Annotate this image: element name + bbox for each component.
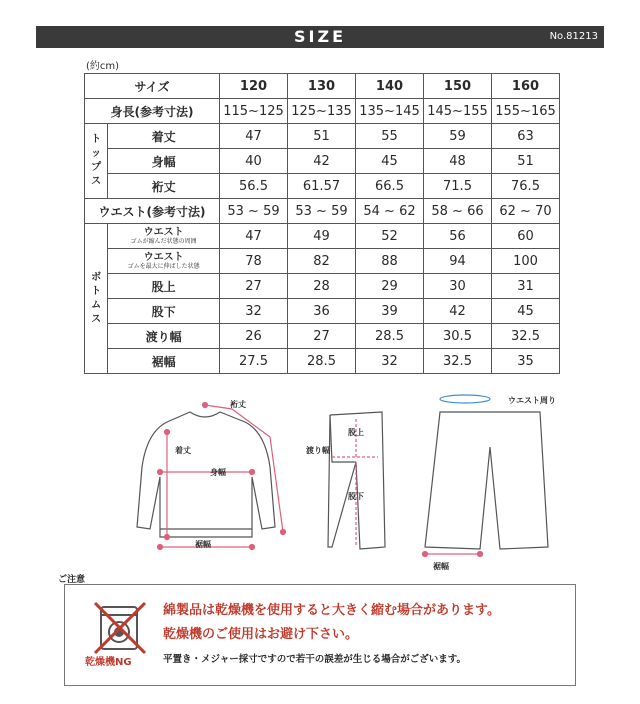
waist-row xyxy=(85,199,560,224)
size-table xyxy=(84,73,560,374)
category-char: ス xyxy=(91,176,102,187)
value-cell: 32 xyxy=(220,299,288,324)
value-cell: 58 ~ 66 xyxy=(424,199,492,224)
category-char: ス xyxy=(91,313,102,325)
category-char: ト xyxy=(91,285,102,297)
value-cell: 28.5 xyxy=(288,349,356,374)
category-char: ッ xyxy=(91,148,102,159)
value-cell: 53 ~ 59 xyxy=(288,199,356,224)
page-title: SIZE xyxy=(293,27,346,46)
size-cell: 150 xyxy=(424,74,492,99)
row-label-sub: ゴムを最大に伸ばした状態 xyxy=(127,262,200,270)
row-label-main: ウエスト xyxy=(143,226,184,238)
value-cell: 56 xyxy=(424,224,492,249)
label-rise: 股上 xyxy=(348,428,364,437)
caution-box xyxy=(64,584,576,686)
dryer-prohibited-icon xyxy=(93,601,147,655)
category-char: ム xyxy=(91,299,102,311)
value-cell: 27.5 xyxy=(220,349,288,374)
value-cell: 155~165 xyxy=(492,99,560,124)
label-thigh: 渡り幅 xyxy=(306,446,330,455)
value-cell: 63 xyxy=(492,124,560,149)
label-sleeve: 裄丈 xyxy=(230,400,246,409)
value-cell: 51 xyxy=(492,149,560,174)
value-cell: 71.5 xyxy=(424,174,492,199)
table-row xyxy=(85,349,560,374)
value-cell: 135~145 xyxy=(356,99,424,124)
label-hem: 裾幅 xyxy=(195,540,211,549)
row-label: 股上 xyxy=(108,274,220,299)
value-cell: 59 xyxy=(424,124,492,149)
value-cell: 55 xyxy=(356,124,424,149)
label-width: 身幅 xyxy=(210,468,226,477)
value-cell: 27 xyxy=(220,274,288,299)
value-cell: 36 xyxy=(288,299,356,324)
value-cell: 32.5 xyxy=(492,324,560,349)
value-cell: 28.5 xyxy=(356,324,424,349)
tops-category xyxy=(85,124,108,199)
pants-front-illustration xyxy=(425,412,548,549)
value-cell: 88 xyxy=(356,249,424,274)
caution-line-1: 綿製品は乾燥機を使用すると大きく縮む場合があります。 xyxy=(163,603,500,618)
value-cell: 47 xyxy=(220,124,288,149)
value-cell: 56.5 xyxy=(220,174,288,199)
pants-front-measure-lines xyxy=(440,395,490,403)
size-cell: 140 xyxy=(356,74,424,99)
value-cell: 66.5 xyxy=(356,174,424,199)
size-cell: 130 xyxy=(288,74,356,99)
value-cell: 115~125 xyxy=(220,99,288,124)
caution-line-3: 平置き・メジャー採寸ですので若干の誤差が生じる場合がございます。 xyxy=(163,654,467,665)
dryer-ng-label: 乾燥機NG xyxy=(85,657,132,668)
height-row xyxy=(85,99,560,124)
row-label: 裾幅 xyxy=(108,349,220,374)
value-cell: 30.5 xyxy=(424,324,492,349)
table-row xyxy=(85,249,560,274)
category-char: プ xyxy=(91,162,102,173)
value-cell: 61.57 xyxy=(288,174,356,199)
value-cell: 35 xyxy=(492,349,560,374)
value-cell: 32 xyxy=(356,349,424,374)
table-row xyxy=(85,299,560,324)
value-cell: 47 xyxy=(220,224,288,249)
size-label: サイズ xyxy=(85,74,220,99)
row-label xyxy=(108,249,220,274)
pants-front-hem-line xyxy=(423,552,483,557)
table-row xyxy=(85,324,560,349)
bottoms-category xyxy=(85,224,108,374)
row-label-sub: ゴムが縮んだ状態の周囲 xyxy=(130,237,197,245)
value-cell: 49 xyxy=(288,224,356,249)
unit-note: (約cm) xyxy=(86,61,120,72)
value-cell: 30 xyxy=(424,274,492,299)
value-cell: 53 ~ 59 xyxy=(220,199,288,224)
label-pants-hem: 裾幅 xyxy=(433,562,449,571)
category-char: ボ xyxy=(91,271,102,283)
category-char: ト xyxy=(91,134,102,145)
value-cell: 40 xyxy=(220,149,288,174)
caution-line-2: 乾燥機のご使用はお避け下さい。 xyxy=(163,627,359,642)
size-header-row xyxy=(85,74,560,99)
value-cell: 45 xyxy=(492,299,560,324)
size-cell: 120 xyxy=(220,74,288,99)
value-cell: 31 xyxy=(492,274,560,299)
value-cell: 100 xyxy=(492,249,560,274)
value-cell: 51 xyxy=(288,124,356,149)
row-label xyxy=(108,224,220,249)
value-cell: 60 xyxy=(492,224,560,249)
size-header-bar xyxy=(36,26,604,48)
value-cell: 52 xyxy=(356,224,424,249)
value-cell: 54 ~ 62 xyxy=(356,199,424,224)
value-cell: 78 xyxy=(220,249,288,274)
garment-illustrations xyxy=(120,387,590,572)
caution-title: ご注意 xyxy=(58,575,86,585)
row-label: 裄丈 xyxy=(108,174,220,199)
row-label: 股下 xyxy=(108,299,220,324)
value-cell: 125~135 xyxy=(288,99,356,124)
table-row xyxy=(85,174,560,199)
table-row xyxy=(85,149,560,174)
table-row xyxy=(85,274,560,299)
row-label: 身幅 xyxy=(108,149,220,174)
value-cell: 94 xyxy=(424,249,492,274)
value-cell: 45 xyxy=(356,149,424,174)
product-number: No.81213 xyxy=(549,31,598,42)
table-row xyxy=(85,224,560,249)
value-cell: 28 xyxy=(288,274,356,299)
size-cell: 160 xyxy=(492,74,560,99)
value-cell: 32.5 xyxy=(424,349,492,374)
value-cell: 82 xyxy=(288,249,356,274)
value-cell: 48 xyxy=(424,149,492,174)
table-row xyxy=(85,124,560,149)
waist-label: ウエスト(参考寸法) xyxy=(85,199,220,224)
value-cell: 76.5 xyxy=(492,174,560,199)
value-cell: 62 ~ 70 xyxy=(492,199,560,224)
value-cell: 26 xyxy=(220,324,288,349)
value-cell: 27 xyxy=(288,324,356,349)
value-cell: 29 xyxy=(356,274,424,299)
height-label: 身長(参考寸法) xyxy=(85,99,220,124)
tshirt-illustration xyxy=(137,412,275,537)
measurement-diagram xyxy=(120,387,590,572)
label-waist-circumference: ウエスト周り xyxy=(508,396,556,405)
value-cell: 42 xyxy=(288,149,356,174)
row-label: 着丈 xyxy=(108,124,220,149)
value-cell: 39 xyxy=(356,299,424,324)
label-inseam: 股下 xyxy=(348,492,364,501)
value-cell: 42 xyxy=(424,299,492,324)
row-label-main: ウエスト xyxy=(143,251,184,263)
label-length: 着丈 xyxy=(175,446,191,455)
value-cell: 145~155 xyxy=(424,99,492,124)
row-label: 渡り幅 xyxy=(108,324,220,349)
